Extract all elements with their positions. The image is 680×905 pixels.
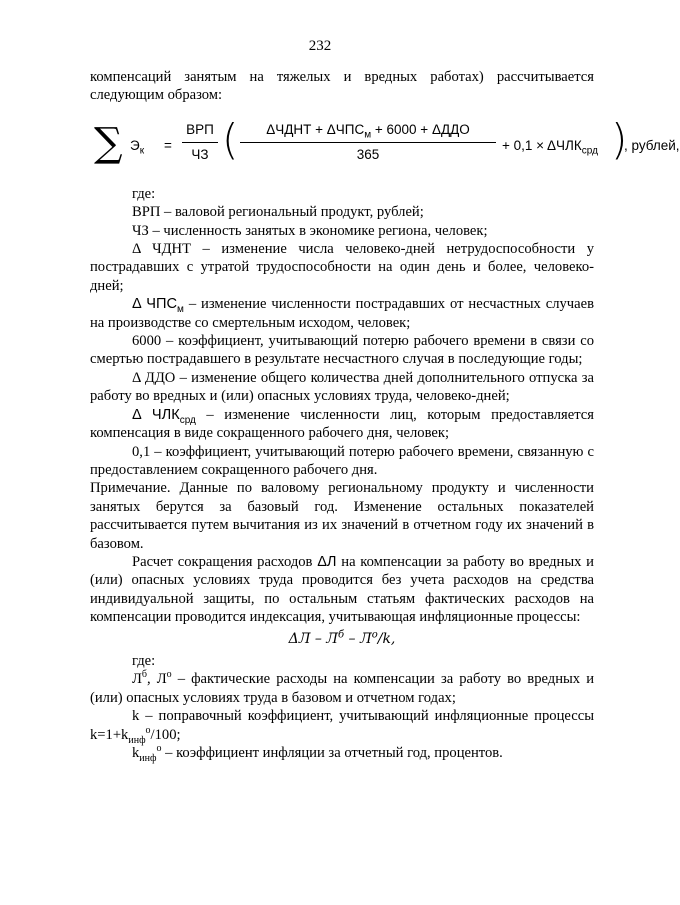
calc-paragraph: Расчет сокращения расходов ΔЛ на компенсации за работу во вредных и (или) опасных условиях труда проводится без учета расходов на средства индивидуальной защиты, по остальным статьям фактических расходов на компенсации проводится индексация, учитывающая инфляционные процессы: — [90, 553, 594, 626]
note-paragraph: Примечание. Данные по валовому региональному продукту и численности занятых берутся за базовый год. Изменение остальных показателей рассчитывается путем вычитания из их значений в отчетном году их значений в базовом. — [90, 480, 594, 552]
def-chps: Δ $ЧПС_м$ – изменение численности пострадавших от несчастных случаев на производстве со смертельным исходом, человек; — [90, 296, 594, 331]
right-paren: ) — [611, 114, 628, 164]
formula-indexation: ΔЛ – $Л^б - Л^о/k$, — [288, 628, 396, 647]
left-paren: ( — [222, 114, 239, 164]
def-l: $Л^б$, $Л^о$ – фактические расходы на компенсации за работу во вредных и (или) опасных условиях труда в базовом и отчетном годах; — [90, 669, 595, 706]
def-chlk: Δ $ЧЛК_{срд}$ – изменение численности лиц, которым предоставляется компенсация в виде сокращенного рабочего дня, человек; — [90, 406, 594, 442]
fraction-numerator: ΔЧДНТ + $\Delta ЧПС_м + 6000 + \Delta ДДО$ — [240, 121, 496, 143]
def-vrp: ВРП – валовой региональный продукт, рублей; — [132, 204, 424, 221]
page-number: 232 — [308, 38, 332, 54]
sum-symbol: ∑ — [94, 119, 123, 166]
where-label-2: где: — [132, 652, 156, 669]
intro-paragraph: компенсаций занятым на тяжелых и вредных работах) рассчитывается следующим образом: — [90, 69, 594, 104]
formula-equals: = — [164, 137, 172, 153]
formula-tail: + $0,1 \times \Delta ЧЛК_{срд}$ — [502, 137, 598, 157]
fraction-days — [240, 121, 496, 165]
formula-compensation — [90, 114, 680, 177]
def-6000: 6000 – коэффициент, учитывающий потерю рабочего времени в связи со смертью пострадавшего в результате несчастного случая в последующие годы; — [90, 333, 594, 368]
def-ddo: Δ ДДО – изменение общего количества дней дополнительного отпуска за работу во вредных и (или) опасных условиях труда, человеко-дней; — [90, 369, 594, 405]
def-chz: ЧЗ – численность занятых в экономике региона, человек; — [132, 222, 488, 239]
def-chdnt: Δ ЧДНТ – изменение числа человеко-дней нетрудоспособности у пострадавших с утратой трудоспособности на один день и более, человеко-дней; — [90, 241, 594, 294]
fraction-denominator: ЧЗ — [191, 147, 209, 163]
def-01: 0,1 – коэффициент, учитывающий потерю рабочего времени, связанную с предоставлением сокращенного рабочего дня. — [90, 443, 594, 478]
formula-lhs: $Э_к$ — [130, 137, 145, 157]
def-kinf: $k_{инф}^о$ – коэффициент инфляции за отчетный год, процентов. — [132, 743, 503, 764]
fraction-numerator: ВРП — [182, 121, 218, 143]
def-k: k – поправочный коэффициент, учитывающий инфляционные процессы $k=1+k_{инф}^о/100$; — [90, 708, 594, 746]
fraction-denominator: 365 — [356, 147, 380, 163]
formula-unit: , рублей, — [624, 137, 680, 153]
document-body — [90, 68, 680, 764]
where-label: где: — [132, 185, 156, 202]
fraction-vrp-chz — [182, 121, 218, 165]
